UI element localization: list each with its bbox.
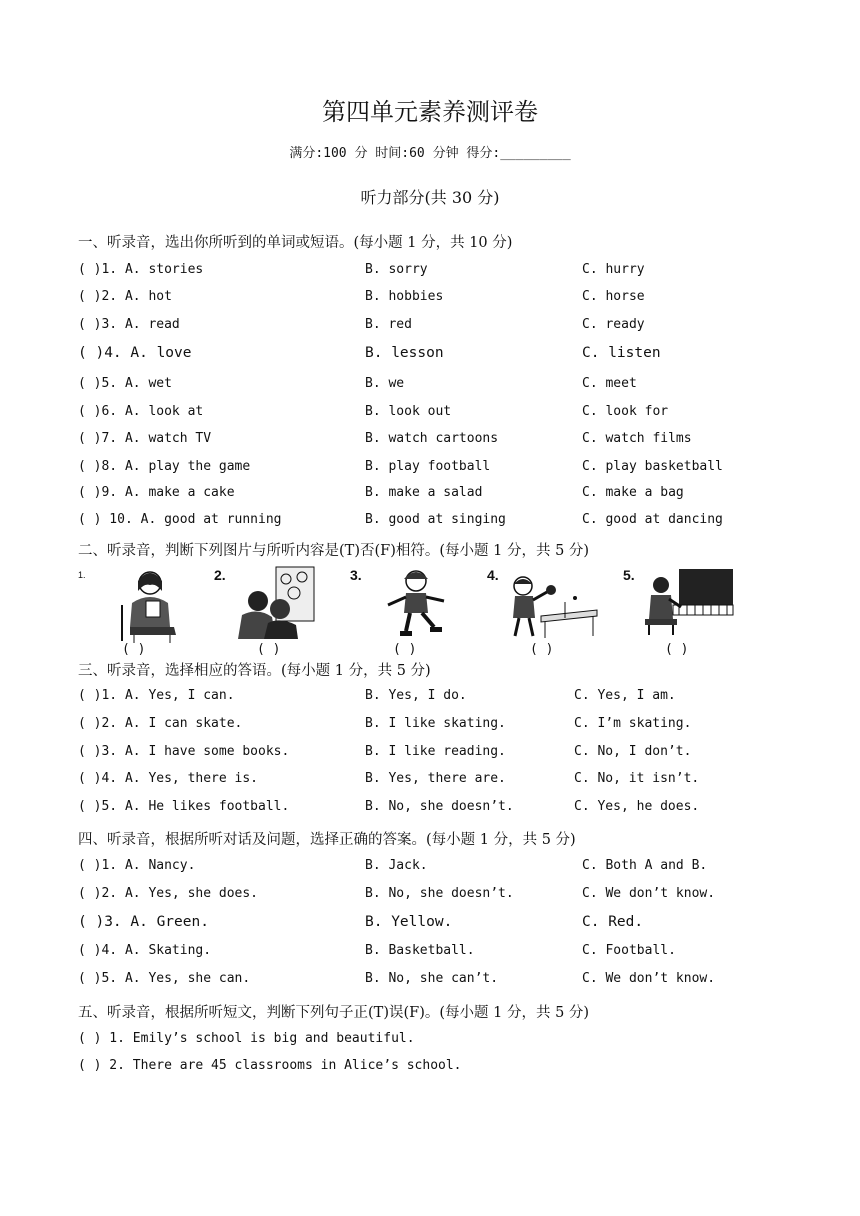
option-c: C. Yes, he does. <box>574 799 700 814</box>
part1-question-6 <box>78 404 669 419</box>
option-a: ( )5. A. He likes football. <box>78 799 290 814</box>
part3-question-4 <box>78 771 700 786</box>
option-b: B. look out <box>365 404 452 419</box>
option-c: C. I’m skating. <box>574 716 692 731</box>
picture-1-answer: ( ) <box>122 642 146 657</box>
option-c: C. make a bag <box>582 485 684 500</box>
part4-question-2 <box>78 886 716 901</box>
picture-3-answer: ( ) <box>393 642 417 657</box>
part1-question-4 <box>78 345 661 361</box>
option-a: ( )5. A. Yes, she can. <box>78 971 251 986</box>
option-b: B. I like reading. <box>365 744 506 759</box>
part3-question-3 <box>78 744 692 759</box>
option-c: C. good at dancing <box>582 512 723 527</box>
option-b: B. we <box>365 376 405 391</box>
option-a: ( ) 10. A. good at running <box>78 512 282 527</box>
option-b: B. Yes, there are. <box>365 771 506 786</box>
option-b: B. Yes, I do. <box>365 688 467 703</box>
option-b: B. make a salad <box>365 485 483 500</box>
option-c: C. Both A and B. <box>582 858 708 873</box>
option-a: ( )2. A. Yes, she does. <box>78 886 259 901</box>
picture-5-answer: ( ) <box>665 642 689 657</box>
option-c: C. ready <box>582 317 645 332</box>
section-subtitle: 听力部分(共 30 分) <box>360 188 500 207</box>
statement-1: ( ) 1. Emily’s school is big and beautiful. <box>78 1031 415 1046</box>
option-c: C. listen <box>582 345 661 361</box>
part4-question-1 <box>78 858 708 873</box>
section-3-heading: 三、听录音，选择相应的答语。(每小题 1 分，共 5 分) <box>78 663 431 679</box>
playing-piano-picture <box>643 565 735 637</box>
table-tennis-picture <box>505 572 600 640</box>
picture-5-number: 5. <box>623 567 635 583</box>
picture-1-number: 1. <box>78 570 86 580</box>
option-c: C. meet <box>582 376 637 391</box>
option-a: ( )8. A. play the game <box>78 459 251 474</box>
section-4-heading: 四、听录音，根据所听对话及问题，选择正确的答案。(每小题 1 分，共 5 分) <box>78 832 576 848</box>
option-c: C. No, I don’t. <box>574 744 692 759</box>
option-b: B. hobbies <box>365 289 444 304</box>
watching-tv-picture <box>236 565 316 640</box>
option-a: ( )1. A. Yes, I can. <box>78 688 235 703</box>
part1-question-10 <box>78 512 723 527</box>
picture-2-number: 2. <box>214 567 226 583</box>
option-c: C. We don’t know. <box>582 971 716 986</box>
option-b: B. play football <box>365 459 491 474</box>
skating-boy-picture <box>380 565 450 640</box>
picture-2-answer: ( ) <box>257 642 281 657</box>
option-a: ( )1. A. stories <box>78 262 204 277</box>
girl-reading-picture <box>112 565 182 643</box>
option-b: B. I like skating. <box>365 716 506 731</box>
option-a: ( )7. A. watch TV <box>78 431 212 446</box>
part1-question-2 <box>78 289 645 304</box>
option-b: B. good at singing <box>365 512 506 527</box>
option-c: C. horse <box>582 289 645 304</box>
section-5-heading: 五、听录音，根据所听短文，判断下列句子正(T)误(F)。(每小题 1 分，共 5 分) <box>78 1005 590 1021</box>
option-c: C. look for <box>582 404 669 419</box>
option-c: C. hurry <box>582 262 645 277</box>
option-a: ( )2. A. hot <box>78 289 172 304</box>
option-b: B. Jack. <box>365 858 428 873</box>
part1-question-1 <box>78 262 645 277</box>
option-c: C. No, it isn’t. <box>574 771 700 786</box>
part4-question-5 <box>78 971 716 986</box>
part3-question-5 <box>78 799 700 814</box>
option-a: ( )4. A. Yes, there is. <box>78 771 259 786</box>
option-c: C. watch films <box>582 431 692 446</box>
part1-question-9 <box>78 485 684 500</box>
option-b: B. lesson <box>365 345 444 361</box>
option-a: ( )3. A. I have some books. <box>78 744 290 759</box>
section-1-heading: 一、听录音，选出你所听到的单词或短语。(每小题 1 分，共 10 分) <box>78 235 513 251</box>
option-a: ( )4. A. love <box>78 345 192 361</box>
option-a: ( )3. A. read <box>78 317 180 332</box>
picture-4-answer: ( ) <box>530 642 554 657</box>
option-a: ( )3. A. Green. <box>78 914 209 930</box>
option-b: B. No, she can’t. <box>365 971 499 986</box>
part3-question-1 <box>78 688 676 703</box>
option-c: C. We don’t know. <box>582 886 716 901</box>
option-a: ( )6. A. look at <box>78 404 204 419</box>
option-b: B. No, she doesn’t. <box>365 799 514 814</box>
option-c: C. play basketball <box>582 459 723 474</box>
option-b: B. Yellow. <box>365 914 453 930</box>
option-a: ( )5. A. wet <box>78 376 172 391</box>
section-2-heading: 二、听录音，判断下列图片与所听内容是(T)否(F)相符。(每小题 1 分，共 5 分) <box>78 543 590 559</box>
option-a: ( )4. A. Skating. <box>78 943 212 958</box>
option-b: B. watch cartoons <box>365 431 499 446</box>
part4-question-3 <box>78 914 644 930</box>
option-c: C. Yes, I am. <box>574 688 676 703</box>
part4-question-4 <box>78 943 676 958</box>
option-b: B. red <box>365 317 412 332</box>
part1-question-8 <box>78 459 723 474</box>
option-b: B. No, she doesn’t. <box>365 886 514 901</box>
option-a: ( )1. A. Nancy. <box>78 858 196 873</box>
option-b: B. sorry <box>365 262 428 277</box>
part3-question-2 <box>78 716 692 731</box>
score-info: 满分:100 分 时间:60 分钟 得分:_________ <box>289 146 571 161</box>
part1-question-5 <box>78 376 637 391</box>
option-a: ( )9. A. make a cake <box>78 485 235 500</box>
statement-2: ( ) 2. There are 45 classrooms in Alice’s school. <box>78 1058 462 1073</box>
page-title: 第四单元素养测评卷 <box>322 98 538 126</box>
part1-question-7 <box>78 431 692 446</box>
part1-question-3 <box>78 317 645 332</box>
option-a: ( )2. A. I can skate. <box>78 716 243 731</box>
picture-3-number: 3. <box>350 567 362 583</box>
picture-4-number: 4. <box>487 567 499 583</box>
option-b: B. Basketball. <box>365 943 475 958</box>
option-c: C. Football. <box>582 943 676 958</box>
option-c: C. Red. <box>582 914 644 930</box>
